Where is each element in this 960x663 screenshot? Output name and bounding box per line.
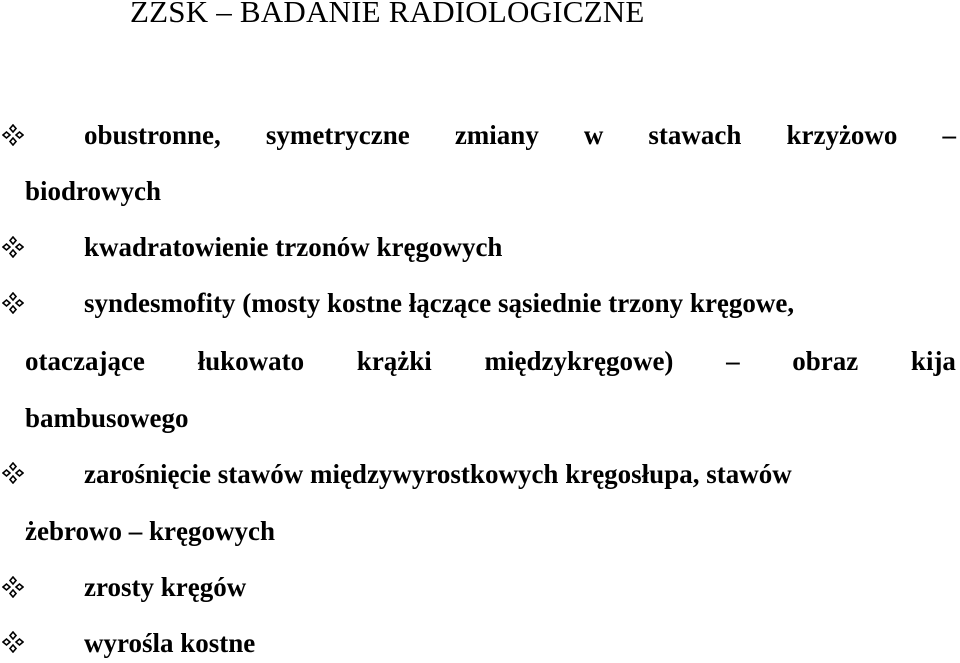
- word: obustronne,: [84, 120, 221, 150]
- word: kija: [910, 346, 956, 376]
- four-diamond-bullet-icon: [2, 462, 24, 484]
- word: –: [726, 346, 740, 376]
- word: międzykręgowe): [484, 346, 674, 376]
- word: –: [942, 120, 956, 150]
- word: otaczające: [25, 346, 145, 376]
- word: obraz: [792, 346, 859, 376]
- list-item-line: syndesmofity (mosty kostne łączące sąsiednie trzony kręgowe,: [84, 288, 795, 318]
- list-item-line: [84, 119, 956, 151]
- word: zmiany: [454, 120, 539, 150]
- four-diamond-bullet-icon: [2, 236, 24, 258]
- word: symetryczne: [265, 120, 410, 150]
- list-item-line: biodrowych: [25, 176, 162, 206]
- four-diamond-bullet-icon: [2, 576, 24, 598]
- list-item-line: zarośnięcie stawów międzywyrostkowych kręgosłupa, stawów: [84, 459, 792, 489]
- list-item-line: kwadratowienie trzonów kręgowych: [84, 232, 503, 262]
- list-item-line: wyrośla kostne: [84, 628, 256, 658]
- list-item-line: [25, 345, 956, 377]
- four-diamond-bullet-icon: [2, 124, 24, 146]
- word: w: [583, 120, 604, 150]
- word: krzyżowo: [786, 120, 898, 150]
- word: łukowato: [197, 346, 305, 376]
- word: krążki: [356, 346, 432, 376]
- page-title: ZZSK – BADANIE RADIOLOGICZNE: [130, 0, 645, 29]
- word: stawach: [648, 120, 742, 150]
- list-item-line: żebrowo – kręgowych: [25, 516, 275, 546]
- list-item-line: zrosty kręgów: [84, 572, 247, 602]
- list-item-line: bambusowego: [25, 403, 189, 433]
- four-diamond-bullet-icon: [2, 631, 24, 653]
- four-diamond-bullet-icon: [2, 292, 24, 314]
